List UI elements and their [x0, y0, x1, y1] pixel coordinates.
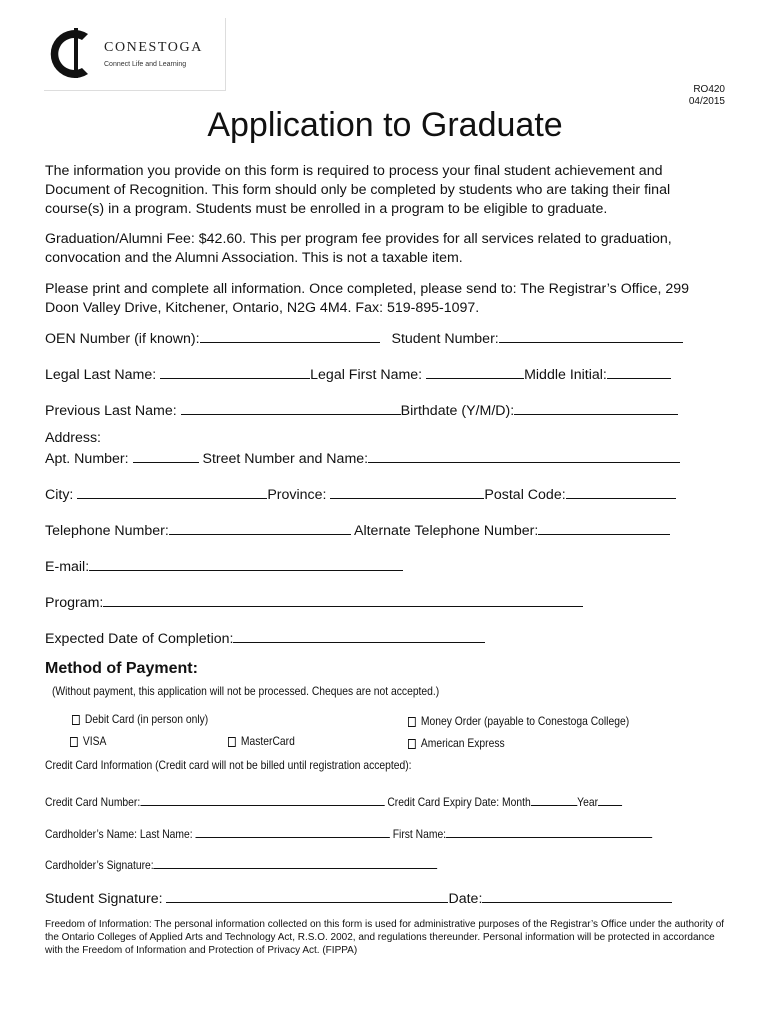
holder-last-label: Cardholder’s Name: Last Name: [45, 827, 193, 841]
legal-first-field[interactable] [426, 364, 524, 379]
option-amex[interactable] [408, 736, 505, 750]
holder-first-field[interactable] [446, 823, 652, 838]
option-money-order[interactable] [408, 714, 629, 728]
money-order-label: Money Order (payable to Conestoga College) [420, 714, 630, 728]
row-telephone [45, 520, 670, 540]
payment-note: (Without payment, this application will not be processed. Cheques are not accepted.) [52, 684, 440, 698]
logo-tagline: Connect Life and Learning [104, 61, 187, 68]
cc-info: Credit Card Information (Credit card will not be billed until registration accepted): [45, 758, 412, 772]
row-program [45, 592, 583, 612]
postal-field[interactable] [566, 484, 676, 499]
legal-last-field[interactable] [160, 364, 310, 379]
apt-field[interactable] [133, 448, 199, 463]
previous-last-label: Previous Last Name: [45, 403, 177, 419]
row-name [45, 364, 671, 384]
fee-paragraph: Graduation/Alumni Fee: $42.60. This per program fee provides for all services related to graduation, convocation and the Alumni Association. This is not a taxable item. [45, 231, 672, 266]
student-number-field[interactable] [499, 328, 683, 343]
expected-date-field[interactable] [233, 628, 485, 643]
email-field[interactable] [89, 556, 403, 571]
student-signature-field[interactable] [166, 888, 448, 903]
form-date: 04/2015 [688, 96, 725, 107]
legal-first-label: Legal First Name: [310, 367, 423, 383]
row-oen [45, 328, 683, 348]
row-address [45, 448, 680, 468]
holder-signature-field[interactable] [154, 854, 438, 869]
telephone-field[interactable] [169, 520, 351, 535]
city-label: City: [45, 487, 74, 503]
page-title: Application to Graduate [207, 106, 563, 144]
row-student-signature [45, 888, 672, 908]
form-code [689, 84, 725, 108]
row-cc-number [45, 791, 622, 809]
cc-number-label: Credit Card Number: [45, 795, 141, 809]
payment-heading: Method of Payment: [45, 660, 198, 677]
middle-initial-field[interactable] [607, 364, 671, 379]
checkbox-icon[interactable] [408, 717, 416, 727]
amex-label: American Express [420, 736, 505, 750]
previous-last-field[interactable] [181, 400, 401, 415]
oen-label: OEN Number (if known): [45, 331, 200, 347]
cc-number-field[interactable] [140, 791, 384, 806]
middle-initial-label: Middle Initial: [524, 367, 607, 383]
email-label: E-mail: [45, 559, 90, 575]
intro-paragraph: The information you provide on this form is required to process your final student achievement and Document of Recognition. This form should only be completed by students who are taking their final course(s) in a program. Students must be enrolled in a program to be eligible to graduate. [45, 163, 671, 217]
debit-label: Debit Card (in person only) [84, 712, 209, 726]
holder-signature-label: Cardholder’s Signature: [45, 858, 154, 872]
oen-field[interactable] [200, 328, 380, 343]
program-field[interactable] [103, 592, 583, 607]
option-mastercard[interactable] [228, 734, 295, 748]
birthdate-label: Birthdate (Y/M/D): [400, 403, 515, 419]
student-number-label: Student Number: [391, 331, 499, 347]
option-visa[interactable] [70, 734, 106, 748]
form-number: RO420 [693, 84, 725, 95]
street-label: Street Number and Name: [202, 451, 369, 467]
row-expected-date [45, 628, 485, 648]
alt-telephone-label: Alternate Telephone Number: [354, 523, 539, 539]
logo-name: CONESTOGA [104, 40, 203, 55]
birthdate-field[interactable] [514, 400, 678, 415]
holder-first-label: First Name: [392, 827, 447, 841]
alt-telephone-field[interactable] [538, 520, 670, 535]
cc-month-field[interactable] [531, 791, 577, 806]
city-field[interactable] [77, 484, 267, 499]
expected-date-label: Expected Date of Completion: [45, 631, 234, 647]
checkbox-icon[interactable] [408, 739, 416, 749]
option-debit[interactable] [72, 712, 208, 726]
apt-label: Apt. Number: [45, 451, 129, 467]
cc-year-label: Year [577, 795, 599, 809]
cc-year-field[interactable] [598, 791, 622, 806]
checkbox-icon[interactable] [70, 737, 78, 747]
legal-last-label: Legal Last Name: [45, 367, 157, 383]
date-field[interactable] [482, 888, 672, 903]
holder-last-field[interactable] [195, 823, 389, 838]
date-label: Date: [448, 891, 483, 907]
postal-label: Postal Code: [484, 487, 566, 503]
telephone-label: Telephone Number: [45, 523, 169, 539]
row-city [45, 484, 676, 504]
checkbox-icon[interactable] [72, 715, 80, 725]
student-signature-label: Student Signature: [45, 891, 163, 907]
address-label: Address: [45, 430, 101, 446]
footer-foi: Freedom of Information: The personal information collected on this form is used for administrative purposes of the Registrar’s Office under the authority of the Ontario Colleges of Applied Arts and Technology Act, R.S.O. 2002, and regulations thereunder. Personal information will be protected in accordance with the Freedom of Information and Protection of Privacy Act. (FIPPA) [45, 919, 725, 956]
province-label: Province: [267, 487, 327, 503]
conestoga-logo [44, 18, 226, 91]
logo-c-icon [48, 24, 100, 82]
cc-expiry-label: Credit Card Expiry Date: Month [387, 795, 531, 809]
visa-label: VISA [82, 734, 107, 748]
province-field[interactable] [330, 484, 484, 499]
row-holder-signature [45, 854, 437, 872]
row-previous [45, 400, 678, 420]
street-field[interactable] [368, 448, 680, 463]
checkbox-icon[interactable] [228, 737, 236, 747]
row-email [45, 556, 403, 576]
program-label: Program: [45, 595, 104, 611]
row-cardholder [45, 823, 652, 841]
send-to-paragraph: Please print and complete all information. Once completed, please send to: The Registrar’s Office, 299 Doon Valley Drive, Kitchener, Ontario, N2G 4M4. Fax: 519-895-1097. [45, 281, 690, 316]
mastercard-label: MasterCard [240, 734, 295, 748]
